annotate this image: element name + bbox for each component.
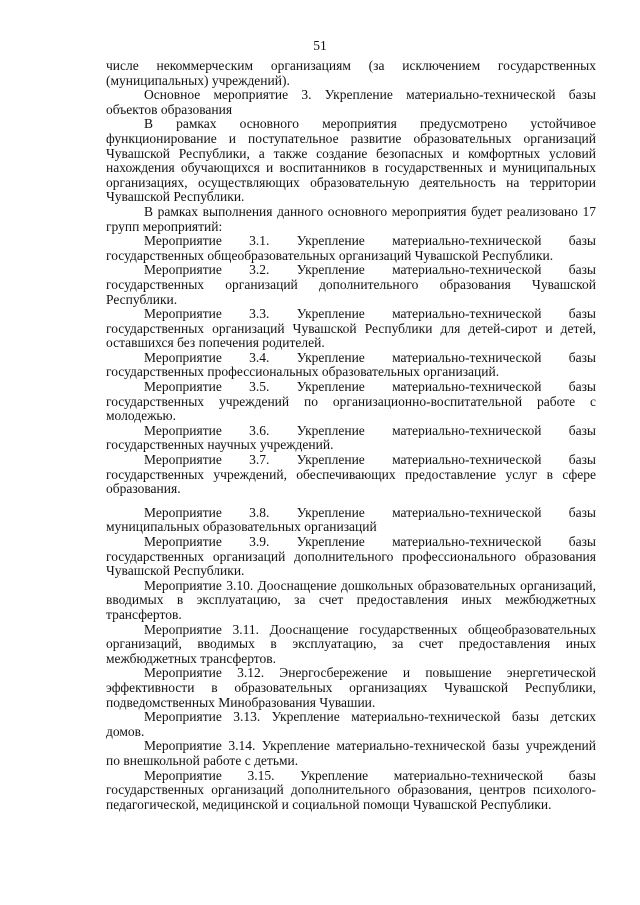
paragraph-activity-3-3: Мероприятие 3.3. Укрепление материально-технической базы государственных организаций Чувашской Республики для детей-сирот и детей, оставшихся без попечения родителей. bbox=[106, 306, 596, 351]
paragraph-activity-3-7: Мероприятие 3.7. Укрепление материально-технической базы государственных учреждений, обеспечивающих предоставление услуг в сфере образования. bbox=[106, 452, 596, 497]
paragraph-activity-3-11: Мероприятие 3.11. Дооснащение государственных общеобразовательных организаций, вводимых в эксплуатацию, за счет предоставления иных межбюджетных трансфертов. bbox=[106, 621, 596, 666]
paragraph-groups-intro: В рамках выполнения данного основного мероприятия будет реализовано 17 групп мероприятий: bbox=[106, 203, 596, 234]
paragraph-activity-3-2: Мероприятие 3.2. Укрепление материально-технической базы государственных организаций дополнительного образования Чувашской Республики. bbox=[106, 262, 596, 307]
paragraph-activity-3-8: Мероприятие 3.8. Укрепление материально-технической базы муниципальных образовательных организаций bbox=[106, 504, 596, 535]
paragraph-continuation: числе некоммерческим организациям (за исключением государственных (муниципальных) учреждений). bbox=[106, 58, 596, 88]
paragraph-activity-3-6: Мероприятие 3.6. Укрепление материально-технической базы государственных научных учреждений. bbox=[106, 422, 596, 453]
paragraph-activity-3-4: Мероприятие 3.4. Укрепление материально-технической базы государственных профессиональных образовательных организаций. bbox=[106, 349, 596, 380]
paragraph-activity-3-13: Мероприятие 3.13. Укрепление материально-технической базы детских домов. bbox=[106, 709, 596, 739]
document-body bbox=[106, 59, 596, 812]
paragraph-description: В рамках основного мероприятия предусмотрено устойчивое функционирование и поступательное развитие образовательных организаций Чувашской Республики, а также создание безопасных и комфортных условий нахождения обучающихся и воспитанников в государственных и муниципальных организациях, осуществляющих образовательную деятельность на территории Чувашской Республики. bbox=[106, 116, 596, 205]
paragraph-activity-3-5: Мероприятие 3.5. Укрепление материально-технической базы государственных учреждений по организационно-воспитательной работе с молодежью. bbox=[106, 379, 596, 424]
paragraph-main-activity-3: Основное мероприятие 3. Укрепление материально-технической базы объектов образования bbox=[106, 87, 596, 117]
paragraph-activity-3-1: Мероприятие 3.1. Укрепление материально-технической базы государственных общеобразовательных организаций Чувашской Республики. bbox=[106, 233, 596, 263]
paragraph-activity-3-15: Мероприятие 3.15. Укрепление материально-технической базы государственных организаций дополнительного образования, центров психолого-педагогической, медицинской и социальной помощи Чувашской Республики. bbox=[106, 767, 596, 812]
paragraph-activity-3-14: Мероприятие 3.14. Укрепление материально-технической базы учреждений по внешкольной работе с детьми. bbox=[106, 738, 596, 768]
paragraph-activity-3-12: Мероприятие 3.12. Энергосбережение и повышение энергетической эффективности в образовательных организациях Чувашской Республики, подведомственных Минобразования Чувашии. bbox=[106, 665, 596, 710]
paragraph-activity-3-9: Мероприятие 3.9. Укрепление материально-технической базы государственных организаций дополнительного профессионального образования Чувашской Республики. bbox=[106, 534, 596, 579]
page-number: 51 bbox=[313, 38, 327, 53]
paragraph-activity-3-10: Мероприятие 3.10. Дооснащение дошкольных образовательных организаций, вводимых в эксплуатацию, за счет предоставления иных межбюджетных трансфертов. bbox=[106, 577, 596, 622]
